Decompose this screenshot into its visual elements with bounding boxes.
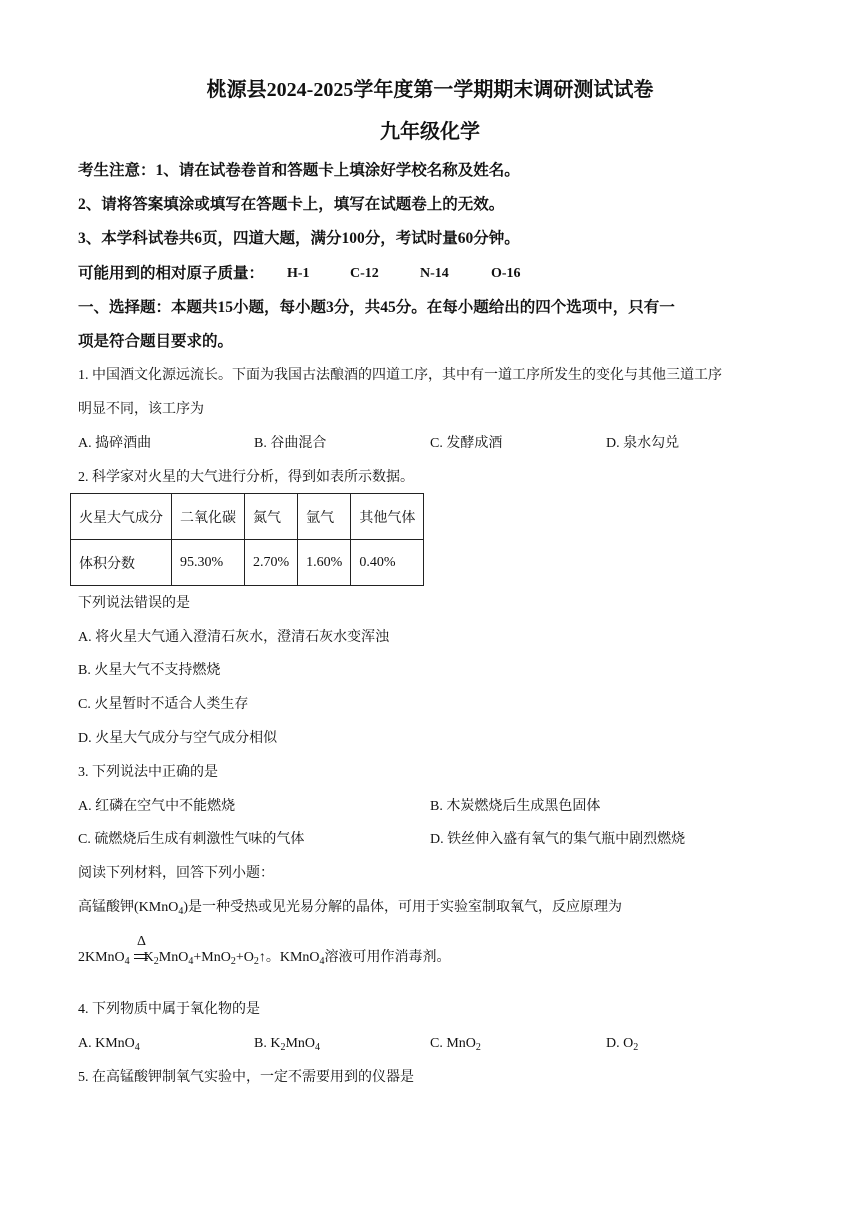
table-cell: 二氧化碳 bbox=[172, 494, 245, 540]
mars-atmosphere-table bbox=[70, 493, 424, 586]
table-cell: 0.40% bbox=[351, 540, 424, 586]
atomic-mass-h: H-1 bbox=[287, 266, 310, 281]
q2-question: 下列说法错误的是 bbox=[78, 596, 190, 611]
notice-line-1: 考生注意：1、请在试卷卷首和答题卡上填涂好学校名称及姓名。 bbox=[78, 162, 520, 179]
q1-stem-line1: 1. 中国酒文化源远流长。下面为我国古法酿酒的四道工序，其中有一道工序所发生的变化与其他三道工序 bbox=[78, 368, 722, 383]
table-header-row bbox=[71, 494, 424, 540]
material-paragraph: 高锰酸钾(KMnO$_4$)是一种受热或见光易分解的晶体，可用于实验室制取氧气，反应原理为 bbox=[78, 900, 623, 917]
q1-option-b: B. 谷曲混合 bbox=[254, 436, 327, 451]
q1-stem-line2: 明显不同，该工序为 bbox=[78, 402, 204, 417]
heat-delta-symbol: Δ bbox=[137, 934, 147, 949]
table-cell: 2.70% bbox=[245, 540, 298, 586]
atomic-mass-label: 可能用到的相对原子质量： bbox=[78, 265, 265, 282]
table-cell: 氮气 bbox=[245, 494, 298, 540]
table-row bbox=[71, 540, 424, 586]
material-intro: 阅读下列材料，回答下列小题： bbox=[78, 866, 274, 881]
reaction-equation: 2KMnO$_4$ $K_2MnO_4+MnO_2+O_2↑$。KMnO$_4$溶液可用作消毒剂。 bbox=[78, 950, 451, 967]
notice-line-3: 3、本学科试卷共6页，四道大题，满分100分，考试时量60分钟。 bbox=[78, 230, 520, 247]
q1-option-c: C. 发酵成酒 bbox=[430, 436, 503, 451]
q3-option-a: A. 红磷在空气中不能燃烧 bbox=[78, 799, 236, 814]
exam-subtitle: 九年级化学 bbox=[380, 121, 480, 143]
exam-title: 桃源县2024-2025学年度第一学期期末调研测试试卷 bbox=[206, 79, 654, 101]
q3-option-b: B. 木炭燃烧后生成黑色固体 bbox=[430, 799, 601, 814]
q5-stem: 5. 在高锰酸钾制氧气实验中，一定不需要用到的仪器是 bbox=[78, 1070, 414, 1085]
q3-option-d: D. 铁丝伸入盛有氧气的集气瓶中剧烈燃烧 bbox=[430, 832, 686, 847]
atomic-mass-n: N-14 bbox=[420, 266, 449, 281]
table-cell: 1.60% bbox=[298, 540, 351, 586]
q4-option-c: C. MnO$_2$ bbox=[430, 1036, 481, 1053]
q4-option-b: B. $K_2MnO_4$ bbox=[254, 1036, 321, 1053]
q1-option-a: A. 捣碎酒曲 bbox=[78, 436, 152, 451]
table-cell: 氩气 bbox=[298, 494, 351, 540]
q4-option-d: D. $O_2$ bbox=[606, 1036, 639, 1053]
q1-option-d: D. 泉水勾兑 bbox=[606, 436, 680, 451]
q2-option-c: C. 火星暂时不适合人类生存 bbox=[78, 697, 249, 712]
notice-line-2: 2、请将答案填涂或填写在答题卡上，填写在试题卷上的无效。 bbox=[78, 196, 505, 213]
atomic-mass-c: C-12 bbox=[350, 266, 379, 281]
table-cell: 其他气体 bbox=[351, 494, 424, 540]
q4-option-a: A. KMnO$_4$ bbox=[78, 1036, 140, 1053]
q3-stem: 3. 下列说法中正确的是 bbox=[78, 765, 218, 780]
q4-stem: 4. 下列物质中属于氧化物的是 bbox=[78, 1002, 260, 1017]
q2-option-a: A. 将火星大气通入澄清石灰水，澄清石灰水变浑浊 bbox=[78, 630, 390, 645]
q2-option-d: D. 火星大气成分与空气成分相似 bbox=[78, 731, 278, 746]
q2-stem: 2. 科学家对火星的大气进行分析，得到如表所示数据。 bbox=[78, 470, 414, 485]
q3-option-c: C. 硫燃烧后生成有刺激性气味的气体 bbox=[78, 832, 305, 847]
q2-option-b: B. 火星大气不支持燃烧 bbox=[78, 663, 221, 678]
table-cell: 火星大气成分 bbox=[71, 494, 172, 540]
table-cell: 95.30% bbox=[172, 540, 245, 586]
section1-heading-line2: 项是符合题目要求的。 bbox=[78, 333, 234, 350]
section1-heading-line1: 一、选择题：本题共15小题，每小题3分，共45分。在每小题给出的四个选项中，只有一 bbox=[78, 299, 675, 316]
table-cell: 体积分数 bbox=[71, 540, 172, 586]
atomic-mass-o: O-16 bbox=[491, 266, 521, 281]
